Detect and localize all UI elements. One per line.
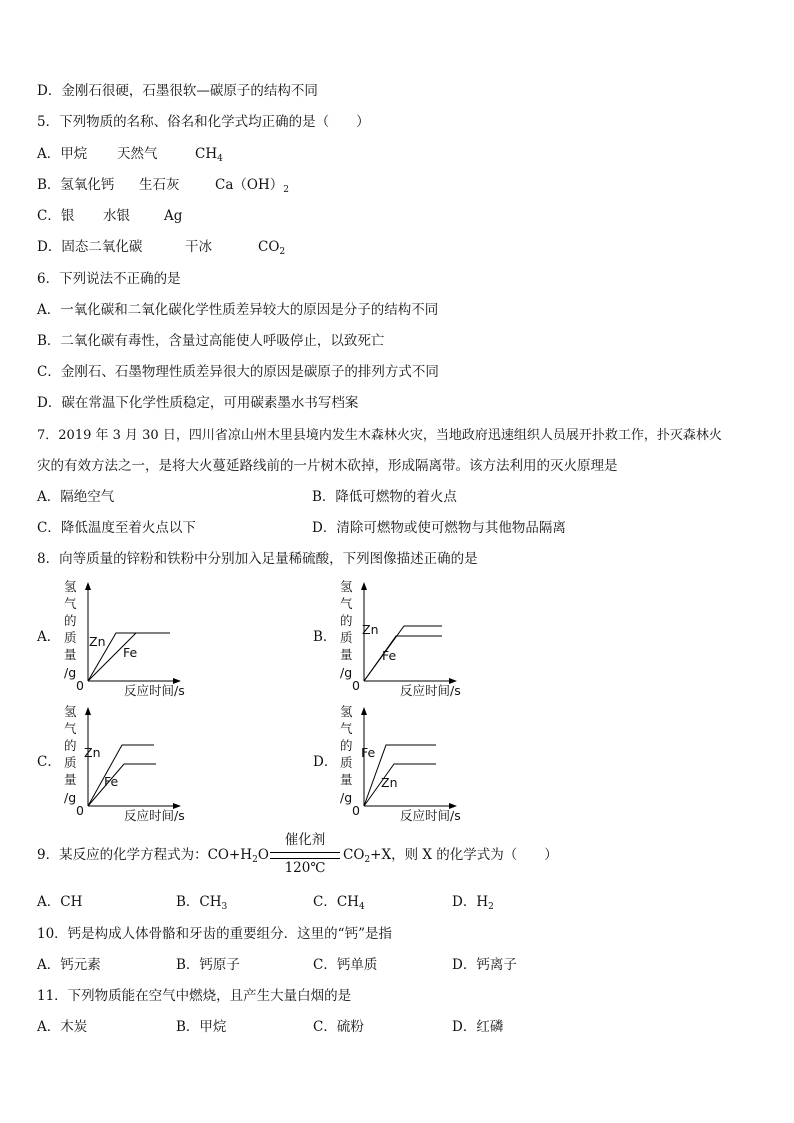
x-axis-label: 反应时间/s [124,683,185,698]
y-label-char: 气 [340,596,353,611]
q7-option-b: B．降低可燃物的着火点 [312,489,457,505]
origin-label: 0 [76,678,84,693]
curve-label-bottom: Fe [123,645,138,660]
q9-equals-sign [270,852,340,859]
q8-graph-a-letter: A． [37,629,61,645]
y-label-char: 质 [64,630,77,645]
q10-option-a: A．钙元素 [37,957,101,973]
q4-option-d: D．金刚石很硬，石墨很软—碳原子的结构不同 [37,83,318,99]
y-label-char: 量 [340,647,353,662]
y-label-char: 量 [340,772,353,787]
x-axis-label: 反应时间/s [400,683,461,698]
q5-option-d-alias: 干冰 [185,239,212,255]
q9-catalyst: 催化剂 [284,832,326,848]
x-axis-label: 反应时间/s [124,808,185,823]
y-label-char: 氢 [340,579,353,594]
q10-option-b: B．钙原子 [176,957,240,973]
y-label-char: 氢 [340,704,353,719]
q5-option-d-label: D．固态二氧化碳 [37,239,143,255]
x-axis-label: 反应时间/s [400,808,461,823]
curve-label-bottom: Zn [381,775,398,790]
y-axis-arrow [361,707,367,715]
y-axis-arrow [85,707,91,715]
q8-graph-d [334,703,484,823]
q5-option-b-label: B．氢氧化钙 [37,177,115,193]
q7-option-d: D．清除可燃物或使可燃物与其他物品隔离 [312,520,566,536]
q9-option-a: A．CH [37,894,83,910]
curve-fe [364,636,442,681]
q11-option-d: D．红磷 [452,1019,504,1035]
q5-option-a-label: A．甲烷 [37,146,88,162]
y-label-char: /g [64,665,77,680]
q9-option-c: C．$CH_4$ [313,894,365,912]
y-axis-arrow [361,582,367,590]
y-label-char: /g [340,665,353,680]
y-label-char: 量 [64,647,77,662]
q10-stem: 10．钙是构成人体骨骼和牙齿的重要组分．这里的“钙”是指 [37,926,392,942]
q5-option-c-alias: 水银 [103,208,130,224]
y-label-char: /g [340,790,353,805]
q8-graph-c [58,703,208,823]
q5-option-b-alias: 生石灰 [139,177,180,193]
origin-label: 0 [352,678,360,693]
y-label-char: 量 [64,772,77,787]
y-label-char: 气 [64,596,77,611]
q10-option-c: C．钙单质 [313,957,378,973]
q7-stem-line1: 7．2019 年 3 月 30 日，四川省凉山州木里县境内发生木森林火灾，当地政府迅速组织人员展开扑救工作，扑灭森林火 [37,428,722,443]
q5-option-d-formula: $CO_2$ [258,239,286,257]
q11-stem: 11．下列物质能在空气中燃烧，且产生大量白烟的是 [37,988,352,1004]
curve-label-top: Fe [361,745,376,760]
y-label-char: 氢 [64,579,77,594]
y-axis-arrow [85,582,91,590]
q5-option-b-formula: $Ca(OH)_2$ [215,177,289,195]
q7-option-a: A．隔绝空气 [37,489,115,505]
origin-label: 0 [76,803,84,818]
q9-condition: 120℃ [284,860,326,876]
y-label-char: 的 [340,738,353,753]
q6-option-c: C．金刚石、石墨物理性质差异很大的原因是碳原子的排列方式不同 [37,364,439,380]
q8-graph-b [334,578,484,698]
q5-option-a-alias: 天然气 [117,146,158,162]
y-label-char: 的 [64,738,77,753]
q9-option-b: B．$CH_3$ [176,894,228,912]
q5-stem: 5．下列物质的名称、俗名和化学式均正确的是（ ） [37,114,370,130]
y-label-char: 的 [64,613,77,628]
curve-label-top: Zn [89,634,106,649]
q8-graph-d-letter: D． [313,754,338,770]
curve-label-top: Zn [84,745,101,760]
q9-option-d: D．$H_2$ [452,894,494,912]
q9-stem-prefix: 9．某反应的化学方程式为：$CO+H_2O$ [37,847,269,865]
q6-option-a: A．一氧化碳和二氧化碳化学性质差异较大的原因是分子的结构不同 [37,302,439,318]
q7-option-c: C．降低温度至着火点以下 [37,520,196,536]
y-label-char: 气 [340,721,353,736]
q8-graph-a [58,578,208,698]
q6-option-b: B．二氧化碳有毒性，含量过高能使人呼吸停止，以致死亡 [37,333,385,349]
q6-option-d: D．碳在常温下化学性质稳定，可用碳素墨水书写档案 [37,395,359,411]
q7-stem-line2: 灾的有效方法之一，是将大火蔓延路线前的一片树木砍掉，形成隔离带。该方法利用的灭火原理是 [37,458,618,474]
y-label-char: /g [64,790,77,805]
q5-option-c-formula: Ag [164,208,183,224]
q5-option-a-formula: $CH_4$ [195,146,223,164]
curve-label-top: Zn [362,622,379,637]
q8-stem: 8．向等质量的锌粉和铁粉中分别加入足量稀硫酸，下列图像描述正确的是 [37,551,478,567]
y-label-char: 气 [64,721,77,736]
curve-zn [364,764,436,806]
q6-stem: 6．下列说法不正确的是 [37,271,181,287]
q10-option-d: D．钙离子 [452,957,517,973]
q11-option-b: B．甲烷 [176,1019,227,1035]
q5-option-c-label: C．银 [37,208,75,224]
q11-option-a: A．木炭 [37,1019,88,1035]
curve-fe [88,764,156,806]
y-label-char: 质 [64,755,77,770]
y-label-char: 质 [340,630,353,645]
curve-label-bottom: Fe [104,774,119,789]
y-label-char: 质 [340,755,353,770]
y-label-char: 氢 [64,704,77,719]
q11-option-c: C．硫粉 [313,1019,364,1035]
q9-stem-suffix: $CO_2+X$，则 X 的化学式为（ ） [343,847,558,865]
q8-graph-b-letter: B． [313,629,337,645]
y-label-char: 的 [340,613,353,628]
curve-label-bottom: Fe [382,648,397,663]
q8-graph-c-letter: C． [37,754,61,770]
origin-label: 0 [352,803,360,818]
